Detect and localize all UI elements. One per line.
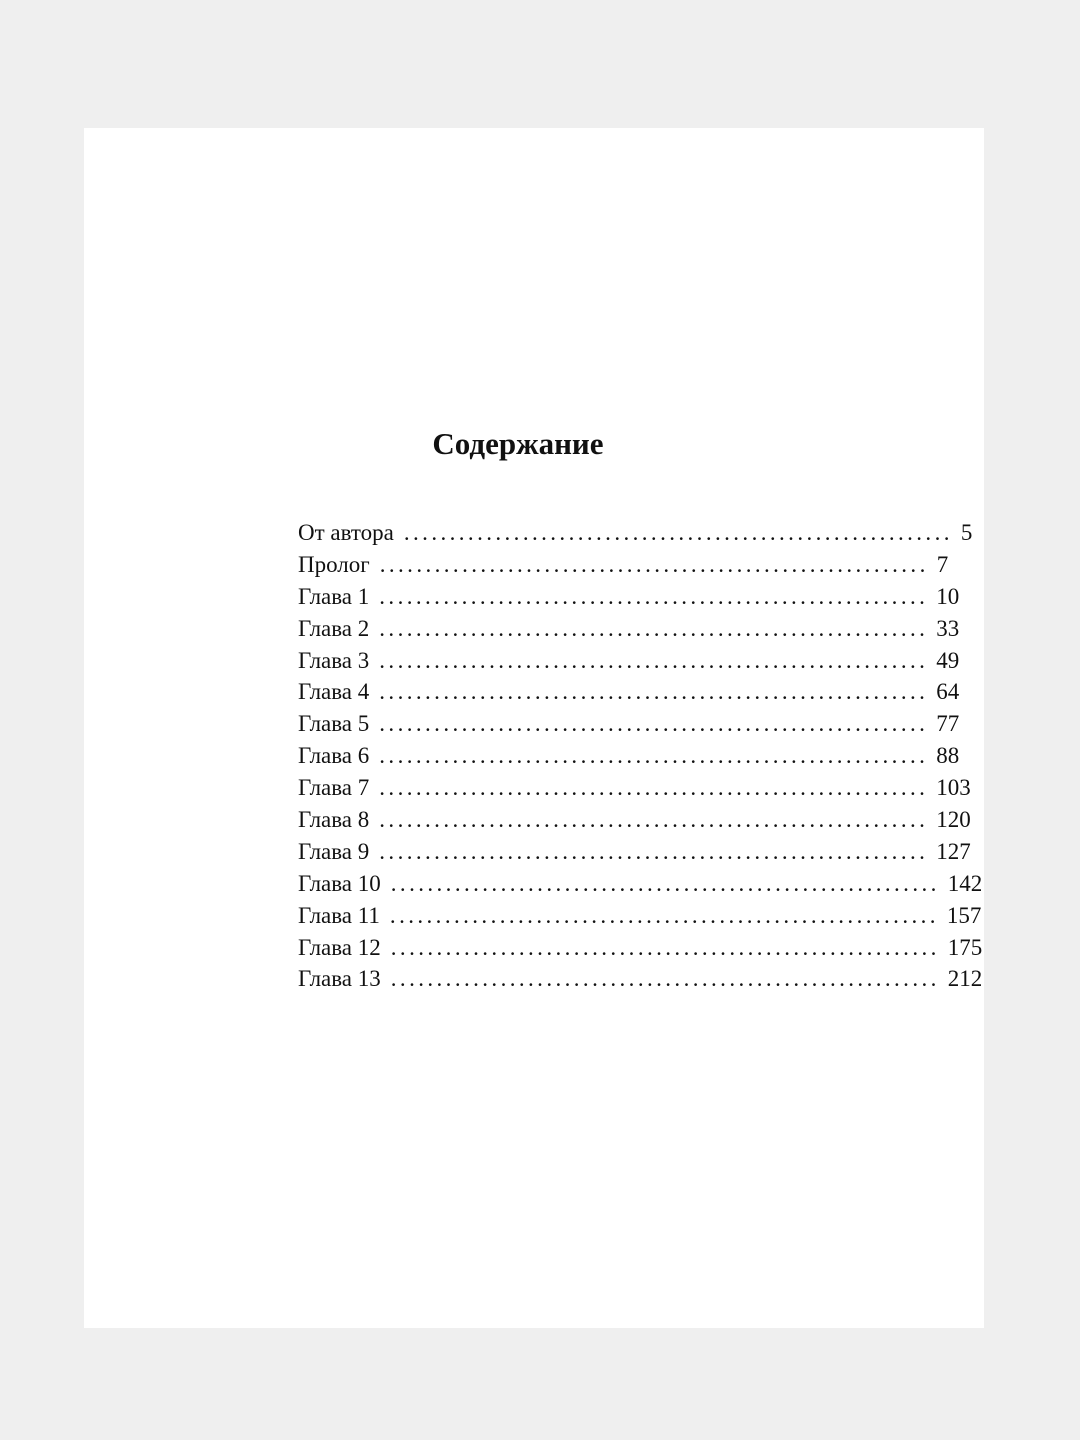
toc-entry-page: 49 [936, 647, 960, 673]
toc-entry [298, 772, 971, 804]
toc-dot-leader: ............................................................ [379, 647, 929, 673]
toc-entry-label: Глава 11 [298, 902, 380, 928]
toc-entry-label: Глава 5 [298, 711, 370, 737]
toc-entry-page: 64 [936, 679, 960, 705]
page-title: Содержание [432, 426, 604, 461]
toc-entry-page: 127 [936, 838, 971, 864]
toc-dot-leader: ............................................................ [379, 838, 929, 864]
toc-entry-label: Глава 1 [298, 583, 370, 609]
toc-dot-leader: ............................................................ [390, 966, 940, 992]
toc-entry [298, 676, 960, 708]
toc-dot-leader: ............................................................ [389, 902, 939, 928]
toc-dot-leader: ............................................................ [379, 743, 929, 769]
table-of-contents [298, 517, 983, 995]
toc-dot-leader: ............................................................ [379, 711, 929, 737]
toc-entry-page: 212 [947, 966, 983, 992]
toc-entry-page: 120 [936, 807, 971, 833]
document-page [84, 128, 984, 1328]
toc-entry [298, 932, 983, 964]
toc-dot-leader: ............................................................ [390, 934, 940, 960]
toc-entry [298, 804, 971, 836]
toc-entry-label: От автора [298, 520, 394, 545]
toc-entry [298, 549, 949, 581]
toc-entry [298, 708, 960, 740]
toc-entry-label: Глава 8 [298, 807, 370, 833]
toc-entry [298, 613, 960, 645]
toc-entry-page: 142 [947, 870, 983, 896]
toc-entry-label: Глава 7 [298, 775, 370, 801]
toc-entry-page: 5 [960, 520, 973, 545]
toc-entry-label: Глава 12 [298, 934, 381, 960]
toc-entry-label: Пролог [298, 551, 370, 577]
toc-dot-leader: ............................................................ [379, 679, 929, 705]
toc-entry-page: 10 [936, 583, 960, 609]
toc-dot-leader: ............................................................ [379, 807, 929, 833]
toc-dot-leader: ............................................................ [379, 583, 929, 609]
toc-entry [298, 740, 960, 772]
toc-entry-page: 33 [936, 615, 960, 641]
toc-entry [298, 868, 983, 900]
toc-dot-leader: ............................................................ [390, 870, 940, 896]
toc-entry-label: Глава 2 [298, 615, 370, 641]
toc-entry-page: 157 [946, 902, 982, 928]
toc-entry-page: 7 [936, 551, 949, 577]
toc-entry-label: Глава 10 [298, 870, 381, 896]
toc-dot-leader: ............................................................ [403, 520, 953, 545]
toc-entry [298, 963, 983, 995]
toc-entry-page: 77 [936, 711, 960, 737]
toc-entry [298, 645, 960, 677]
toc-entry [298, 517, 973, 549]
toc-entry-page: 175 [947, 934, 983, 960]
toc-entry [298, 581, 960, 613]
toc-entry-label: Глава 6 [298, 743, 370, 769]
toc-dot-leader: ............................................................ [379, 615, 929, 641]
toc-entry-page: 88 [936, 743, 960, 769]
toc-entry-label: Глава 13 [298, 966, 381, 992]
toc-entry-label: Глава 9 [298, 838, 370, 864]
toc-entry [298, 836, 971, 868]
toc-entry [298, 900, 982, 932]
toc-entry-label: Глава 3 [298, 647, 370, 673]
toc-entry-label: Глава 4 [298, 679, 370, 705]
toc-dot-leader: ............................................................ [379, 551, 929, 577]
toc-entry-page: 103 [936, 775, 971, 801]
toc-dot-leader: ............................................................ [379, 775, 929, 801]
